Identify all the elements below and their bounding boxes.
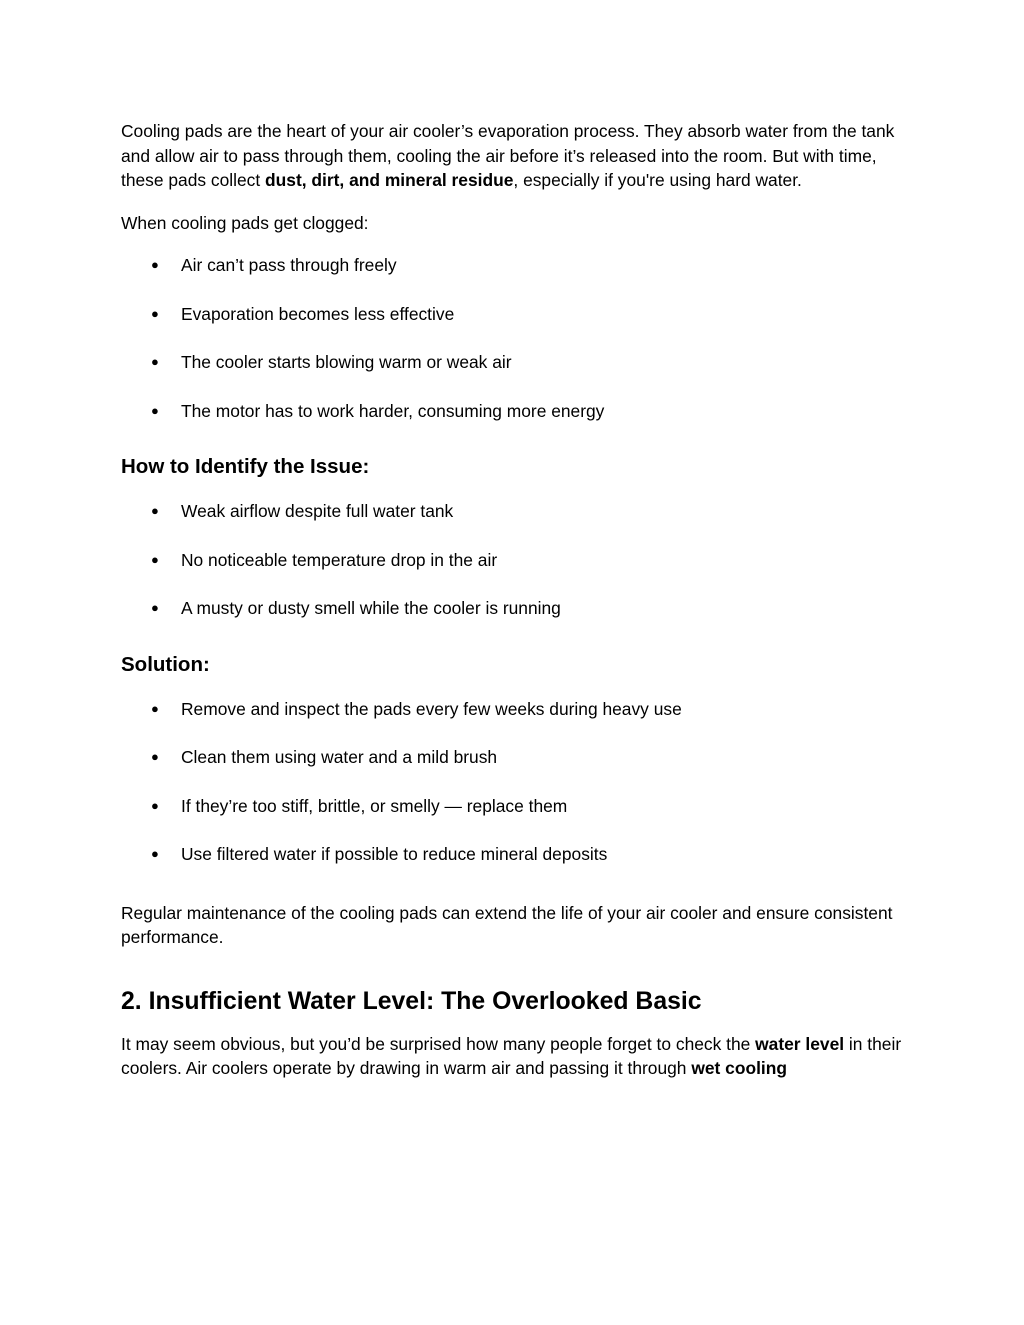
list-item-text: Air can’t pass through freely [181, 255, 397, 275]
solution-list [121, 697, 911, 867]
list-item-text: A musty or dusty smell while the cooler is running [181, 598, 561, 618]
list-item-text: Clean them using water and a mild brush [181, 747, 498, 767]
list-item-text: No noticeable temperature drop in the air [181, 549, 498, 570]
list-item [121, 596, 911, 621]
list-item [121, 745, 911, 770]
identify-list [121, 499, 911, 621]
intro-text-2: , especially if you're using hard water. [513, 170, 802, 190]
bullet-icon: ● [151, 305, 159, 321]
intro-paragraph [121, 119, 911, 193]
bullet-icon: ● [151, 551, 159, 567]
bullet-icon: ● [151, 600, 159, 615]
list-item [121, 697, 911, 722]
intro-text-1: Cooling pads are the heart of your air cooler’s evaporation process. They absorb water from the tank and allow air to pass through them, cooling the air before it’s released into the room. But with time, these pads collect [121, 121, 895, 190]
section-2-heading: 2. Insufficient Water Level: The Overlooked Basic [121, 987, 702, 1015]
list-item [121, 399, 911, 424]
clogged-list [121, 253, 911, 423]
section-2-bold-1: water level [755, 1033, 845, 1054]
list-item [121, 842, 911, 867]
bullet-icon: ● [151, 700, 159, 716]
list-item-text: If they’re too stiff, brittle, or smelly — replace them [181, 795, 568, 816]
list-item-text: The motor has to work harder, consuming more energy [181, 400, 605, 421]
identify-heading: How to Identify the Issue: [121, 455, 370, 478]
bullet-icon: ● [151, 846, 159, 861]
list-item [121, 499, 911, 524]
document-page [121, 119, 911, 1081]
solution-heading: Solution: [121, 652, 210, 676]
bullet-icon: ● [151, 354, 159, 369]
section-2-paragraph [121, 1032, 911, 1081]
bullet-icon: ● [151, 797, 159, 813]
list-item-text: Use filtered water if possible to reduce mineral deposits [181, 844, 608, 864]
list-item-text: Evaporation becomes less effective [181, 303, 455, 324]
clogged-lead: When cooling pads get clogged: [121, 212, 369, 233]
list-item [121, 548, 911, 573]
intro-bold-text: dust, dirt, and mineral residue [265, 170, 514, 190]
list-item [121, 302, 911, 327]
section-2-text-2: in their coolers. Air coolers operate by drawing in warm air and passing it through [121, 1033, 902, 1078]
bullet-icon: ● [151, 402, 159, 418]
list-item [121, 350, 911, 375]
list-item [121, 253, 911, 278]
bullet-icon: ● [151, 749, 159, 764]
list-item-text: The cooler starts blowing warm or weak air [181, 352, 512, 372]
bullet-icon: ● [151, 257, 159, 272]
list-item-text: Weak airflow despite full water tank [181, 501, 454, 521]
section-2-bold-2: wet cooling [691, 1058, 787, 1078]
closing-paragraph: Regular maintenance of the cooling pads can extend the life of your air cooler and ensure consistent performance. [121, 902, 893, 947]
list-item-text: Remove and inspect the pads every few weeks during heavy use [181, 698, 682, 719]
section-2-text-1: It may seem obvious, but you’d be surprised how many people forget to check the [121, 1033, 756, 1054]
bullet-icon: ● [151, 503, 159, 518]
list-item [121, 794, 911, 819]
